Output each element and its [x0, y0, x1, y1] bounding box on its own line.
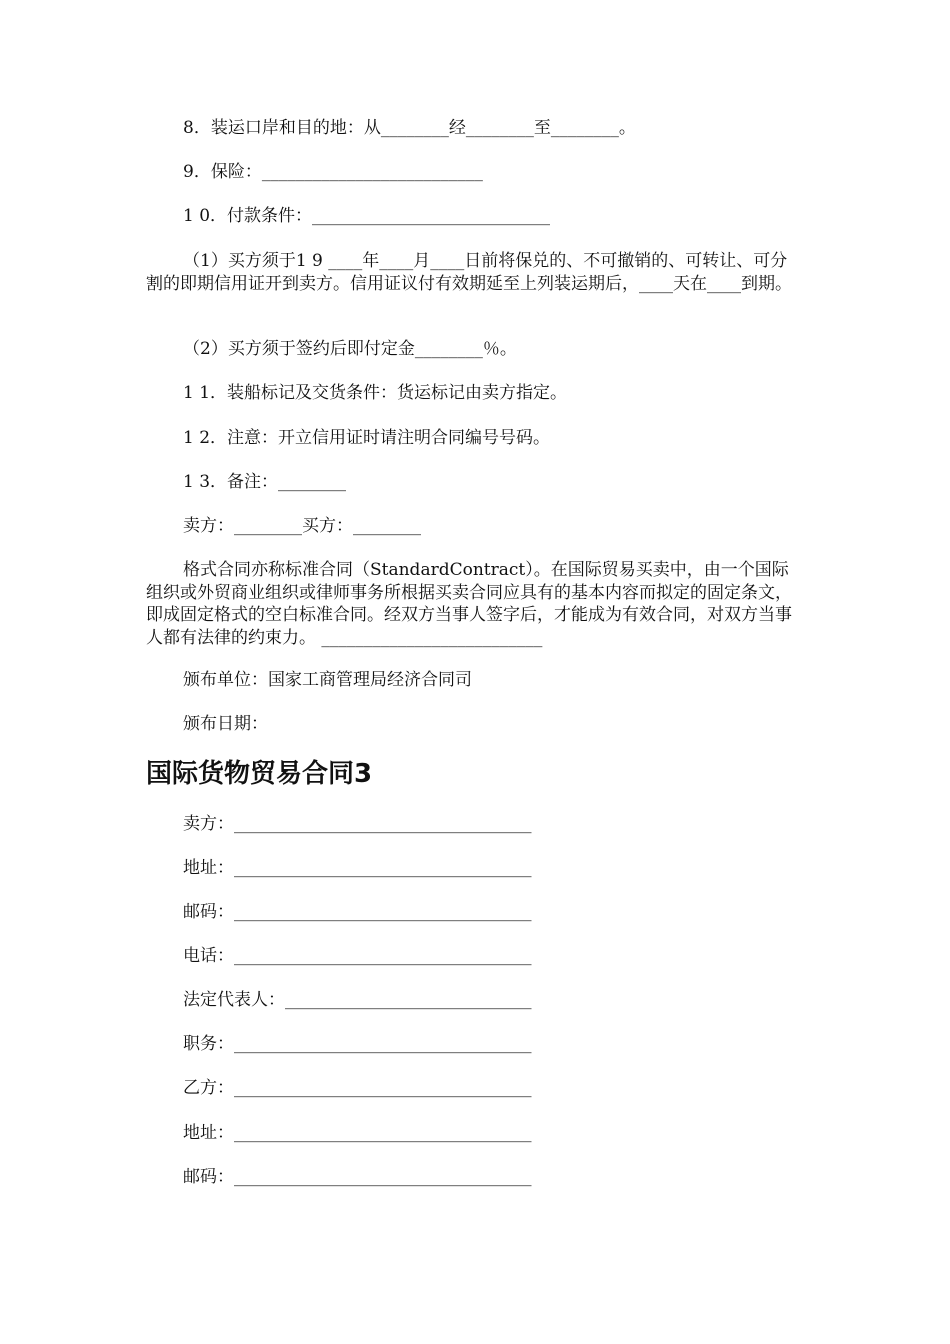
clause-10-1-letter-of-credit: （1）买方须于1 9 ____年____月____日前将保兑的、不可撤销的、可转让、可分割的即期信用证开到卖方。信用证议付有效期延至上列装运期后，____天在____到期。 [146, 251, 792, 294]
clause-10-2-deposit: （2）买方须于签约后即付定金________％。 [183, 339, 517, 359]
field-seller: 卖方：___________________________________ [183, 814, 532, 834]
field-address: 地址：___________________________________ [183, 858, 532, 878]
clause-11-shipping-marks: 1 1．装船标记及交货条件：货运标记由卖方指定。 [183, 383, 568, 403]
field-party-b: 乙方：___________________________________ [183, 1078, 532, 1098]
field-postcode: 邮码：___________________________________ [183, 902, 532, 922]
contract-heading: 国际货物贸易合同3 [146, 759, 373, 789]
clause-13-remarks: 1 3．备注：________ [183, 472, 347, 492]
field-address-b: 地址：___________________________________ [183, 1123, 532, 1143]
clause-8-port: 8．装运口岸和目的地：从________经________至________。 [183, 118, 636, 138]
issuing-authority: 颁布单位：国家工商管理局经济合同司 [183, 670, 472, 690]
field-postcode-b: 邮码：___________________________________ [183, 1167, 532, 1187]
issue-date: 颁布日期： [183, 714, 268, 734]
clause-12-notice: 1 2．注意：开立信用证时请注明合同编号号码。 [183, 428, 551, 448]
seller-buyer-signature: 卖方：________买方：________ [183, 516, 421, 536]
standard-contract-note: 格式合同亦称标准合同（StandardContract）。在国际贸易买卖中，由一个国际组织或外贸商业组织或律师事务所根据买卖合同应具有的基本内容而拟定的固定条文，即成固定格式的空白标准合同。经双方当事人签字后，才能成为有效合同，对双方当事人都有法律的约束力。 __________________________ [146, 560, 792, 648]
field-position: 职务：___________________________________ [183, 1034, 532, 1054]
clause-10-payment: 1 0．付款条件：____________________________ [183, 206, 551, 226]
clause-9-insurance: 9．保险：__________________________ [183, 162, 483, 182]
field-legal-representative: 法定代表人：_____________________________ [183, 990, 532, 1010]
field-phone: 电话：___________________________________ [183, 946, 532, 966]
